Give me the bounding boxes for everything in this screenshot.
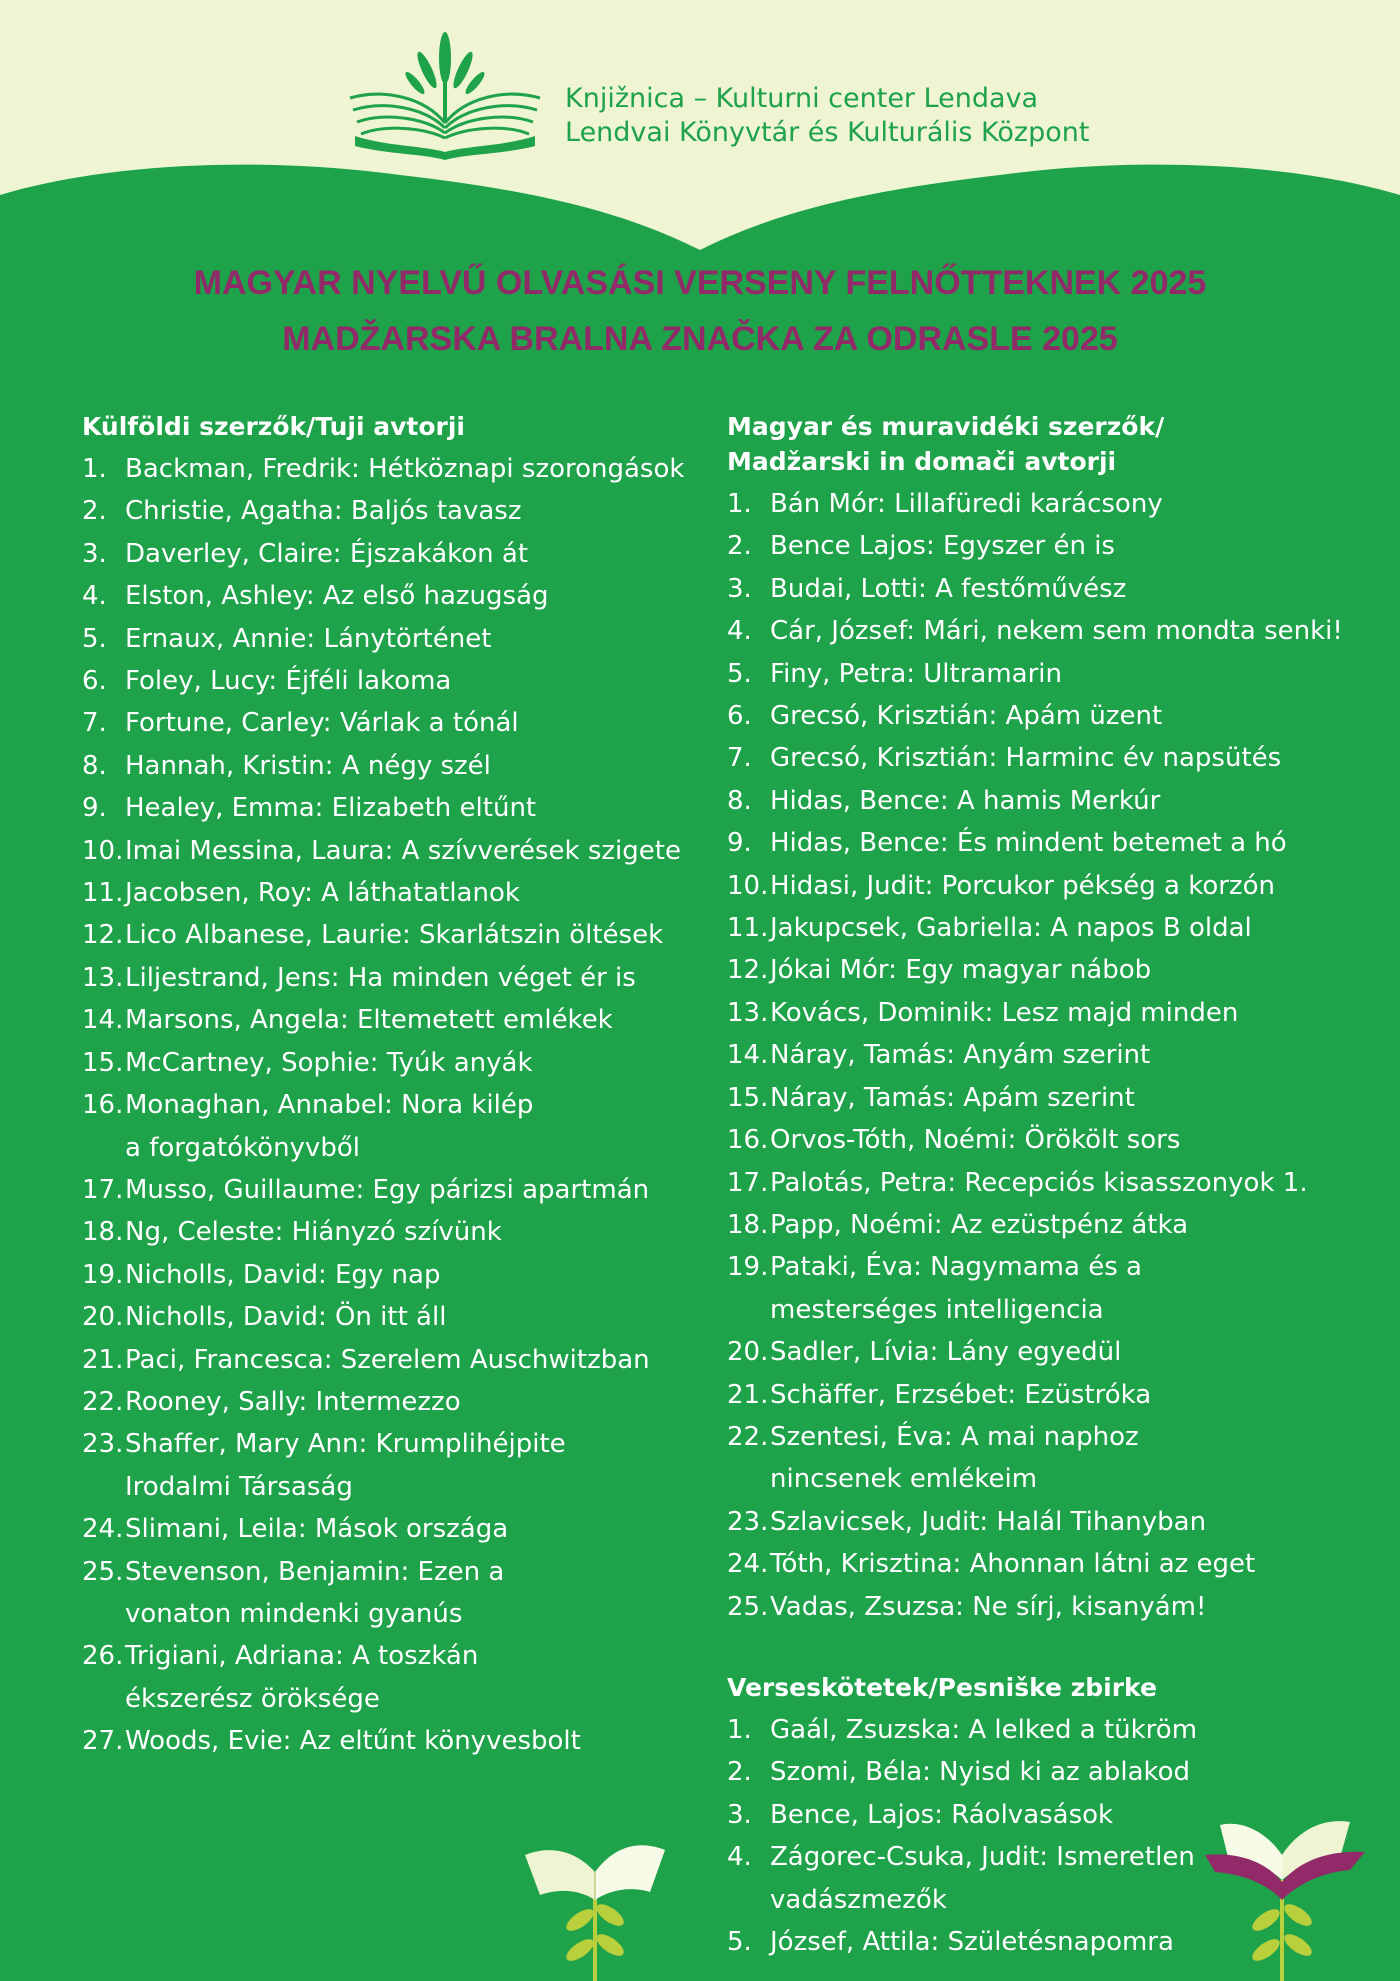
list-item-title: Pataki, Éva: Nagymama és a [770, 1252, 1142, 1283]
list-item-row [82, 490, 722, 532]
list-item-title: Nicholls, David: Ön itt áll [125, 1302, 447, 1333]
list-item-number: 7. [82, 708, 107, 739]
organization-name-hungarian: Lendvai Könyvtár és Kulturális Központ [565, 117, 1090, 148]
list-item-number: 2. [727, 531, 752, 562]
list-item-row [82, 1042, 722, 1084]
list-item-number: 15. [82, 1047, 124, 1078]
list-item-title: Nicholls, David: Egy nap [125, 1259, 441, 1290]
list-item [727, 1416, 1387, 1501]
list-item-number: 19. [82, 1259, 124, 1290]
list-item-number: 3. [727, 573, 752, 604]
list-item-number: 11. [727, 913, 769, 944]
list-item-number: 25. [727, 1591, 769, 1622]
list-item-row [727, 653, 1387, 695]
list-item [727, 1751, 1387, 1793]
list-item-row [727, 865, 1387, 907]
list-item-row [82, 702, 722, 744]
list-item-row [727, 525, 1387, 567]
list-item [82, 1635, 722, 1720]
list-item [82, 787, 722, 829]
list-item [82, 1423, 722, 1508]
list-item-number: 20. [82, 1302, 124, 1333]
list-item-row [82, 575, 722, 617]
list-item [82, 872, 722, 914]
list-item [727, 1586, 1387, 1628]
list-item-row [727, 1709, 1387, 1751]
list-item [82, 618, 722, 660]
list-item-title: Grecsó, Krisztián: Apám üzent [770, 701, 1163, 732]
list-item-number: 14. [82, 1005, 124, 1036]
title-hungarian: MAGYAR NYELVŰ OLVASÁSI VERSENY FELNŐTTEKNEK 2025 [193, 264, 1207, 302]
list-item-title: Lico Albanese, Laurie: Skarlátszin öltések [125, 920, 664, 951]
list-item-number: 27. [82, 1726, 124, 1757]
list-item [82, 999, 722, 1041]
list-item-title: Szlavicsek, Judit: Halál Tihanyban [770, 1506, 1207, 1537]
list-item-row [727, 1501, 1387, 1543]
list-item-row [727, 568, 1387, 610]
list-item-title: Hidas, Bence: És mindent betemet a hó [770, 828, 1287, 859]
hungarian-authors-heading-line-1: Magyar és muravidéki szerzők/ [727, 412, 1165, 441]
list-item-title: Marsons, Angela: Eltemetett emlékek [125, 1005, 613, 1036]
list-item-number: 23. [727, 1506, 769, 1537]
list-item-title: Jókai Mór: Egy magyar nábob [770, 955, 1152, 986]
hungarian-authors-heading-line-2: Madžarski in domači avtorji [727, 447, 1117, 476]
list-item [82, 830, 722, 872]
list-item-title: Orvos-Tóth, Noémi: Örökölt sors [770, 1125, 1181, 1156]
list-item [727, 1374, 1387, 1416]
list-item-title: Szomi, Béla: Nyisd ki az ablakod [770, 1757, 1191, 1788]
list-item-title: Backman, Fredrik: Hétköznapi szorongások [125, 454, 685, 484]
list-item-row [82, 1635, 722, 1677]
list-item-title: Finy, Petra: Ultramarin [770, 658, 1062, 689]
list-item [82, 575, 722, 617]
list-item-row [727, 1119, 1387, 1161]
list-item-number: 12. [82, 920, 124, 951]
list-item-title: Sadler, Lívia: Lány egyedül [770, 1337, 1122, 1368]
list-item-title: Vadas, Zsuzsa: Ne sírj, kisanyám! [770, 1591, 1207, 1622]
list-item [82, 1381, 722, 1423]
list-item-row [727, 695, 1387, 737]
list-item-number: 2. [727, 1757, 752, 1788]
list-item [727, 949, 1387, 991]
list-item [727, 907, 1387, 949]
list-item-row [82, 1296, 722, 1338]
list-item-row [82, 1339, 722, 1381]
foreign-authors-column [82, 409, 722, 1763]
list-item-title-continuation: nincsenek emlékeim [770, 1464, 1038, 1495]
list-item-row [82, 1720, 722, 1762]
list-item-number: 16. [727, 1125, 769, 1156]
list-item-title: Jacobsen, Roy: A láthatatlanok [125, 878, 520, 909]
list-item-row [727, 822, 1387, 864]
list-item-number: 10. [82, 835, 124, 866]
list-item-title: Healey, Emma: Elizabeth eltűnt [125, 793, 537, 824]
list-item-row [82, 914, 722, 956]
list-item-row [82, 660, 722, 702]
list-item-number: 5. [727, 1927, 752, 1957]
list-item-row [82, 1381, 722, 1423]
list-item [82, 702, 722, 744]
list-item [82, 490, 722, 532]
list-item-row [82, 957, 722, 999]
list-item-row [727, 610, 1387, 652]
list-item [727, 610, 1387, 652]
list-item-title: Stevenson, Benjamin: Ezen a [125, 1556, 505, 1587]
list-item [82, 1508, 722, 1550]
list-item-title: Hannah, Kristin: A négy szél [125, 750, 491, 781]
poetry-heading: Verseskötetek/Pesniške zbirke [727, 1672, 1157, 1702]
list-item [82, 745, 722, 787]
list-item-title-continuation: mesterséges intelligencia [770, 1294, 1104, 1325]
list-item-number: 7. [727, 743, 752, 774]
list-item-title: Náray, Tamás: Apám szerint [770, 1082, 1135, 1113]
list-item-number: 16. [82, 1090, 124, 1121]
list-item-row [82, 1551, 722, 1593]
list-item-row [727, 1543, 1387, 1585]
list-item-number: 20. [727, 1337, 769, 1368]
list-item-number: 10. [727, 870, 769, 901]
list-item-row [82, 999, 722, 1041]
list-item-title: Palotás, Petra: Recepciós kisasszonyok 1. [770, 1167, 1308, 1198]
list-item [82, 1720, 722, 1762]
list-item-title: Papp, Noémi: Az ezüstpénz átka [770, 1209, 1189, 1240]
list-item [82, 533, 722, 575]
list-item-number: 21. [727, 1379, 769, 1410]
list-item [82, 1339, 722, 1381]
list-item-title-continuation: ékszerész öröksége [125, 1683, 380, 1714]
list-item-title: Schäffer, Erzsébet: Ezüstróka [770, 1379, 1152, 1410]
list-item-number: 2. [82, 496, 107, 527]
list-item-number: 4. [727, 1842, 752, 1873]
list-item-row [727, 780, 1387, 822]
list-item-title: Trigiani, Adriana: A toszkán [125, 1641, 479, 1672]
list-item-row [727, 1034, 1387, 1076]
list-item [727, 780, 1387, 822]
list-item-row [82, 1169, 722, 1211]
list-item-row [82, 787, 722, 829]
list-item-number: 26. [82, 1641, 124, 1672]
list-item-title: Tóth, Krisztina: Ahonnan látni az eget [770, 1549, 1256, 1580]
list-item [727, 525, 1387, 567]
list-item-number: 24. [727, 1549, 769, 1580]
list-item-title: Jakupcsek, Gabriella: A napos B oldal [770, 913, 1252, 944]
list-item [727, 1204, 1387, 1246]
list-item-number: 9. [727, 828, 752, 859]
list-item-number: 22. [82, 1386, 124, 1417]
title-slovenian: MADŽARSKA BRALNA ZNAČKA ZA ODRASLE 2025 [282, 320, 1118, 358]
foreign-authors-list [82, 448, 722, 1763]
list-item [82, 914, 722, 956]
list-item-title: Bence, Lajos: Ráolvasások [770, 1799, 1114, 1830]
list-item-row [727, 1204, 1387, 1246]
list-item-number: 9. [82, 793, 107, 824]
list-item [82, 957, 722, 999]
list-item-title: Rooney, Sally: Intermezzo [125, 1386, 461, 1417]
list-item-number: 6. [727, 701, 752, 732]
list-item-row [727, 1751, 1387, 1793]
list-item [727, 1543, 1387, 1585]
list-item-row [727, 1246, 1387, 1288]
list-item-row [82, 1508, 722, 1550]
list-item [82, 1084, 722, 1169]
list-item-number: 19. [727, 1252, 769, 1283]
list-item-number: 3. [82, 538, 107, 569]
list-item-row [82, 533, 722, 575]
list-item-title: Cár, József: Mári, nekem sem mondta senki! [770, 616, 1343, 647]
list-item-title: Woods, Evie: Az eltűnt könyvesbolt [125, 1726, 581, 1757]
list-item [82, 1296, 722, 1338]
list-item-row [727, 1374, 1387, 1416]
list-item [727, 865, 1387, 907]
list-item-number: 6. [82, 666, 107, 697]
list-item-row [82, 1423, 722, 1465]
list-item-title: Musso, Guillaume: Egy párizsi apartmán [125, 1174, 650, 1205]
list-item [727, 483, 1387, 525]
list-item-number: 23. [82, 1429, 124, 1460]
list-item-title: Budai, Lotti: A festőművész [770, 573, 1127, 604]
list-item-row [727, 1077, 1387, 1119]
list-item-title-continuation: Irodalmi Társaság [125, 1471, 353, 1502]
list-item-title: Foley, Lucy: Éjféli lakoma [125, 666, 452, 697]
list-item [727, 1331, 1387, 1373]
list-item-number: 18. [82, 1217, 124, 1248]
list-item [727, 653, 1387, 695]
list-item-title: Gaál, Zsuzska: A lelked a tükröm [770, 1714, 1198, 1745]
list-item-title: Szentesi, Éva: A mai naphoz [770, 1421, 1139, 1452]
list-item [727, 1034, 1387, 1076]
list-item-number: 22. [727, 1421, 769, 1452]
list-item-title: Monaghan, Annabel: Nora kilép [125, 1090, 534, 1121]
list-item-title: Náray, Tamás: Anyám szerint [770, 1040, 1151, 1071]
list-item-row [82, 745, 722, 787]
list-item-title: Christie, Agatha: Baljós tavasz [125, 496, 522, 527]
hungarian-authors-heading [727, 409, 1387, 479]
list-item-title-continuation: vonaton mindenki gyanús [125, 1598, 463, 1629]
list-item [82, 1254, 722, 1296]
list-item-row [727, 1162, 1387, 1204]
list-item-number: 13. [82, 962, 124, 993]
list-item-title: Imai Messina, Laura: A szívverések szigete [125, 835, 681, 866]
list-item-row [82, 830, 722, 872]
list-item-number: 18. [727, 1209, 769, 1240]
list-item [82, 1551, 722, 1636]
hungarian-authors-column [727, 409, 1387, 1963]
list-item-title: Fortune, Carley: Várlak a tónál [125, 708, 519, 739]
list-item-title: Elston, Ashley: Az első hazugság [125, 581, 549, 612]
list-item-title: Slimani, Leila: Mások országa [125, 1514, 509, 1545]
list-item-number: 1. [727, 489, 752, 519]
foreign-authors-heading: Külföldi szerzők/Tuji avtorji [82, 412, 465, 441]
list-item-number: 25. [82, 1556, 124, 1587]
list-item-title: Ernaux, Annie: Lánytörténet [125, 623, 492, 654]
list-item [727, 1246, 1387, 1331]
list-item [82, 1042, 722, 1084]
list-item [82, 1169, 722, 1211]
list-item-title: Ng, Celeste: Hiányzó szívünk [125, 1217, 502, 1248]
list-item-row [82, 618, 722, 660]
list-item-title: Bán Mór: Lillafüredi karácsony [770, 489, 1163, 519]
list-item-title-continuation: vadászmezők [770, 1884, 947, 1915]
list-item-row [727, 992, 1387, 1034]
list-item-row [727, 1331, 1387, 1373]
list-item-title: Grecsó, Krisztián: Harminc év napsütés [770, 743, 1282, 774]
list-item [82, 1211, 722, 1253]
list-item [727, 1119, 1387, 1161]
organization-name-slovenian: Knjižnica – Kulturni center Lendava [565, 83, 1039, 114]
list-item-number: 5. [82, 623, 107, 654]
list-item-title: Zágorec-Csuka, Judit: Ismeretlen [770, 1842, 1195, 1873]
list-item-title: Shaffer, Mary Ann: Krumplihéjpite [125, 1429, 566, 1460]
list-item-title: Liljestrand, Jens: Ha minden véget ér is [125, 962, 636, 993]
page-title [0, 255, 1400, 367]
list-item-number: 24. [82, 1514, 124, 1545]
list-item [727, 568, 1387, 610]
list-item-row [727, 949, 1387, 991]
list-item-number: 17. [82, 1174, 124, 1205]
list-item [82, 448, 722, 490]
list-item-number: 1. [82, 454, 107, 484]
list-item [727, 822, 1387, 864]
list-item [727, 1162, 1387, 1204]
list-item-title: McCartney, Sophie: Tyúk anyák [125, 1047, 533, 1078]
list-item-row [82, 872, 722, 914]
list-item-row [727, 1586, 1387, 1628]
list-item-title: Bence Lajos: Egyszer én is [770, 531, 1115, 562]
list-item [727, 1501, 1387, 1543]
list-item-title: József, Attila: Születésnapomra [770, 1927, 1174, 1957]
list-item-number: 8. [727, 785, 752, 816]
organization-names [565, 82, 1089, 150]
list-item-row [82, 1254, 722, 1296]
list-item-number: 8. [82, 750, 107, 781]
list-item [727, 737, 1387, 779]
list-item-title: Paci, Francesca: Szerelem Auschwitzban [125, 1344, 650, 1375]
list-item-number: 11. [82, 878, 124, 909]
list-item-number: 1. [727, 1714, 752, 1745]
list-item [82, 660, 722, 702]
list-item-number: 4. [727, 616, 752, 647]
list-item-title: Hidas, Bence: A hamis Merkúr [770, 785, 1161, 816]
open-book-plant-icon [520, 1800, 670, 1981]
open-book-plant-purple-icon [1200, 1790, 1365, 1981]
list-item [727, 1709, 1387, 1751]
list-item-number: 13. [727, 997, 769, 1028]
list-item-title: Kovács, Dominik: Lesz majd minden [770, 997, 1239, 1028]
list-item-number: 17. [727, 1167, 769, 1198]
library-logo-icon [345, 28, 545, 163]
list-item-row [727, 483, 1387, 525]
list-item-row [82, 1211, 722, 1253]
list-item-row [82, 448, 722, 490]
list-item-number: 15. [727, 1082, 769, 1113]
list-item-number: 4. [82, 581, 107, 612]
list-item-row [727, 907, 1387, 949]
list-item-title: Hidasi, Judit: Porcukor pékség a korzón [770, 870, 1275, 901]
list-item-row [727, 737, 1387, 779]
list-item-number: 12. [727, 955, 769, 986]
list-item [727, 992, 1387, 1034]
list-item-title-continuation: a forgatókönyvből [125, 1132, 360, 1163]
list-item-number: 14. [727, 1040, 769, 1071]
list-item-number: 21. [82, 1344, 124, 1375]
list-item [727, 1077, 1387, 1119]
list-item-number: 3. [727, 1799, 752, 1830]
list-item [727, 695, 1387, 737]
list-item-number: 5. [727, 658, 752, 689]
list-item-row [727, 1416, 1387, 1458]
hungarian-authors-list [727, 483, 1387, 1628]
list-item-title: Daverley, Claire: Éjszakákon át [125, 538, 529, 569]
list-item-row [82, 1084, 722, 1126]
